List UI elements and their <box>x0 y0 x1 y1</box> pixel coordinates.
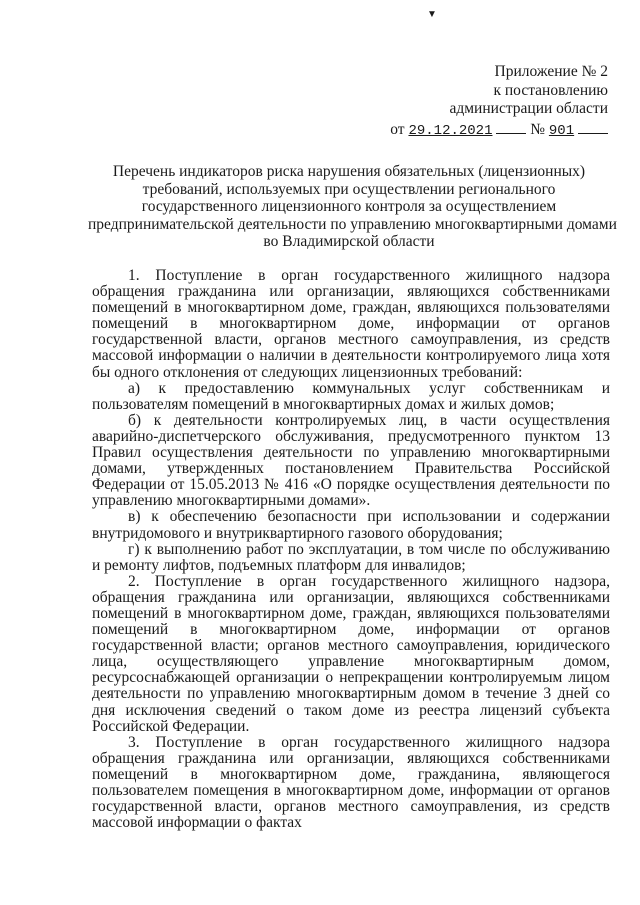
number-prefix: № <box>530 120 546 138</box>
resolution-number: 901 <box>548 122 575 139</box>
header-mark: ▼ <box>427 9 437 20</box>
paragraph-1b: б) к деятельности контролируемых лиц, в части осуществления аварийно-диспетчерского обслуживания, предусмотренного пунктом 13 Правил осуществления деятельности по управлению многоквартирными домами, утвержденных постановлением Правительства Российской Федерации от 15.05.2013 № 416 «О порядке осуществления деятельности по управлению многоквартирными домами». <box>92 411 610 510</box>
paragraph-1d: г) к выполнению работ по эксплуатации, в том числе по обслуживанию и ремонту лифтов, подъемных платформ для инвалидов; <box>92 540 610 574</box>
document-body <box>92 268 610 831</box>
appendix-title: Приложение № 2 <box>494 63 608 80</box>
appendix-subtitle: к постановлению <box>493 81 608 99</box>
paragraph-3: 3. Поступление в орган государственного жилищного надзора обращения гражданина или организации, являющихся собственниками помещений в многоквартирном доме, гражданина, являющегося пользователем помещения в многоквартирном доме, информации от органов государственной власти, органов местного самоуправления, из средств массовой информации о фактах <box>92 733 610 832</box>
title-line-3: государственного лицензионного контроля за осуществлением <box>141 198 557 216</box>
date-underline <box>496 119 526 134</box>
paragraph-1: 1. Поступление в орган государственного жилищного надзора обращения гражданина или организации, являющихся собственниками помещений в многоквартирном доме, граждан, являющихся пользователями помещений в многоквартирном доме, информации от органов государственной власти, органов местного самоуправления, из средств массовой информации о наличии в деятельности контролируемого лица хотя бы одного отклонения от следующих лицензионных требований: <box>92 267 610 381</box>
title-line-5: во Владимирской области <box>263 233 435 251</box>
appendix-date-number <box>308 119 608 141</box>
title-line-2: требований, используемых при осуществлении регионального <box>142 180 556 198</box>
paragraph-2: 2. Поступление в орган государственного жилищного надзора, обращения гражданина или организации, являющихся собственниками помещений в многоквартирном доме, граждан, являющихся пользователями помещений в многоквартирном доме, информации от органов государственной власти; органов местного самоуправления, юридического лица, осуществляющего управление многоквартирным домом, ресурсоснабжающей организации о непрекращении контролируемым лицом деятельности по управлению многоквартирным домом в течение 3 дней со дня исключения сведений о таком доме из реестра лицензий субъекта Российской Федерации. <box>92 572 610 735</box>
document-title <box>88 163 617 251</box>
number-underline <box>578 119 608 134</box>
paragraph-1c: в) к обеспечению безопасности при использовании и содержании внутридомового и внутриквартирного газового оборудования; <box>92 508 610 542</box>
paragraph-1a: а) к предоставлению коммунальных услуг собственникам и пользователям помещений в многоквартирных домах и жилых домов; <box>92 379 610 413</box>
title-line-4: предпринимательской деятельности по управлению многоквартирными домами <box>88 215 617 233</box>
appendix-block <box>308 63 608 140</box>
date-prefix: от <box>390 120 405 138</box>
appendix-issuer: администрации области <box>449 100 608 117</box>
resolution-date: 29.12.2021 <box>408 122 493 139</box>
title-line-1: Перечень индикаторов риска нарушения обязательных (лицензионных) <box>112 163 586 180</box>
